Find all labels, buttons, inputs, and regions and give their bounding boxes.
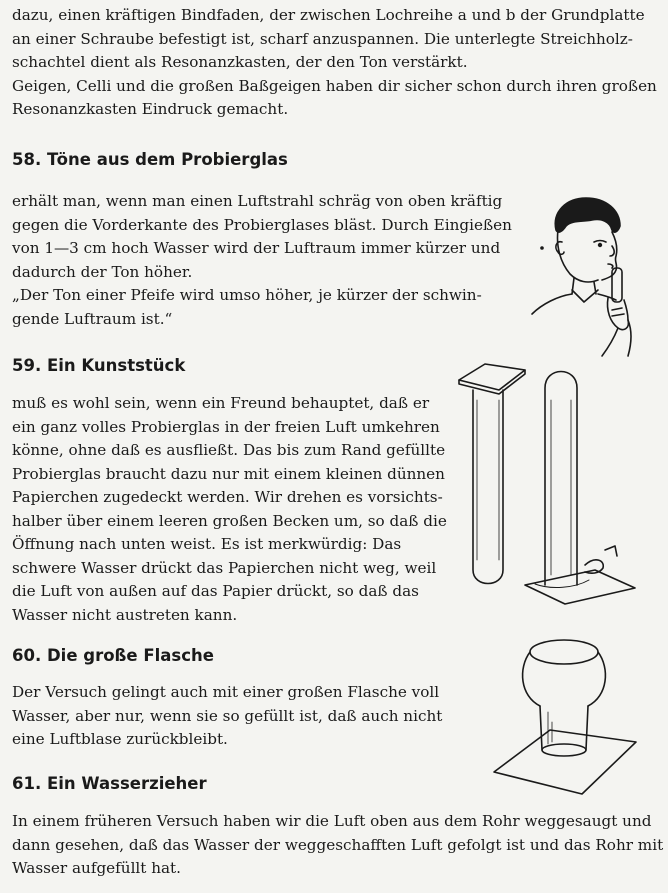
text-line: Wasser nicht austreten kann. bbox=[12, 605, 238, 624]
section-60-heading: 60. Die große Flasche bbox=[12, 646, 214, 665]
text-line: gegen die Vorderkante des Probierglases bläst. Durch Eingießen bbox=[12, 215, 512, 234]
boy-blowing-illustration bbox=[528, 190, 638, 360]
text-line: Resonanzkasten Eindruck gemacht. bbox=[12, 100, 289, 118]
text-line: „Der Ton einer Pfeife wird umso höher, je kürzer der schwin- bbox=[12, 286, 482, 304]
text-line: könne, ohne daß es ausfließt. Das bis zum Rand gefüllte bbox=[12, 441, 446, 459]
section-59-paragraph bbox=[12, 392, 447, 627]
test-tubes-illustration bbox=[455, 360, 640, 610]
text-line: erhält man, wenn man einen Luftstrahl schräg von oben kräftig bbox=[12, 192, 503, 210]
section-59-heading: 59. Ein Kunststück bbox=[12, 356, 186, 375]
text-line: gende Luftraum ist.“ bbox=[12, 309, 173, 328]
text-line: von 1—3 cm hoch Wasser wird der Luftraum immer kürzer und bbox=[12, 239, 501, 257]
large-flask-illustration bbox=[490, 622, 640, 800]
intro-paragraph bbox=[12, 4, 657, 122]
section-61-heading: 61. Ein Wasserzieher bbox=[12, 774, 207, 793]
text-line: schwere Wasser drückt das Papierchen nicht weg, weil bbox=[12, 558, 437, 577]
text-line: Der Versuch gelingt auch mit einer großen Flasche voll bbox=[12, 683, 440, 701]
text-line: In einem früheren Versuch haben wir die Luft oben aus dem Rohr weggesaugt und bbox=[12, 812, 652, 830]
section-58-paragraph bbox=[12, 190, 512, 331]
text-line: eine Luftblase zurückbleibt. bbox=[12, 730, 228, 748]
text-line: halber über einem leeren großen Becken um, so daß die bbox=[12, 511, 447, 530]
text-line: dadurch der Ton höher. bbox=[12, 262, 193, 281]
text-line: schachtel dient als Resonanzkasten, der den Ton verstärkt. bbox=[12, 53, 468, 71]
text-line: Wasser aufgefüllt hat. bbox=[12, 859, 181, 877]
section-61-paragraph bbox=[12, 810, 664, 881]
text-line: Öffnung nach unten weist. Es ist merkwürdig: Das bbox=[12, 535, 402, 553]
section-58-heading: 58. Töne aus dem Probierglas bbox=[12, 150, 288, 169]
text-line: muß es wohl sein, wenn ein Freund behauptet, daß er bbox=[12, 394, 430, 412]
text-line: Wasser, aber nur, wenn sie so gefüllt ist, daß auch nicht bbox=[12, 706, 443, 725]
text-line: Papierchen zugedeckt werden. Wir drehen es vorsichts- bbox=[12, 488, 443, 506]
section-60-paragraph bbox=[12, 681, 443, 752]
text-line: Geigen, Celli und die großen Baßgeigen haben dir sicher schon durch ihren großen bbox=[12, 76, 657, 95]
text-line: ein ganz volles Probierglas in der freien Luft umkehren bbox=[12, 417, 440, 436]
text-line: dann gesehen, daß das Wasser der weggeschafften Luft gefolgt ist und das Rohr mit bbox=[12, 835, 664, 854]
text-line: die Luft von außen auf das Papier drückt, so daß das bbox=[12, 582, 419, 600]
text-line: an einer Schraube befestigt ist, scharf anzuspannen. Die unterlegte Streichholz- bbox=[12, 29, 633, 48]
text-line: Probierglas braucht dazu nur mit einem kleinen dünnen bbox=[12, 464, 445, 483]
text-line: dazu, einen kräftigen Bindfaden, der zwischen Lochreihe a und b der Grundplatte bbox=[12, 6, 645, 24]
